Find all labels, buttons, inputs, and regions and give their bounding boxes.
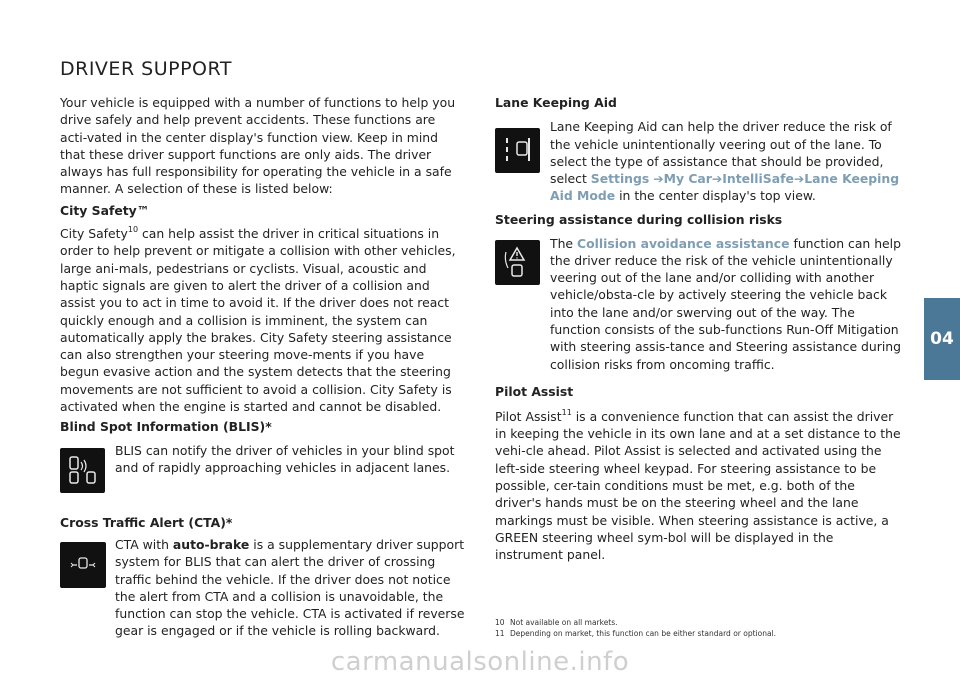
footnote-number: 11 [495,629,505,638]
steering-heading: Steering assistance during collision risks [495,212,783,228]
pilot-assist-text: Pilot Assist [495,408,562,424]
cta-block [60,536,465,640]
watermark: carmanualsonline.info [330,647,630,677]
menu-path-intellisafe[interactable]: IntelliSafe [722,171,794,187]
steering-block [495,235,903,375]
cta-heading: Cross Traffic Alert (CTA)* [60,514,233,530]
arrow-right-icon: ➔ [711,171,723,187]
lka-block [495,118,903,206]
arrow-right-icon: ➔ [653,171,664,187]
footnote-text: Not available on all markets. [510,618,618,627]
lka-text-start: Lane Keeping Aid can help the driver reduce the risk of the vehicle unintentionally veering out of the lane. To select the type of assistance that should be provided, select [550,119,892,187]
city-safety-paragraph [60,225,465,415]
blind-spot-icon [60,448,105,493]
footnote-number: 10 [495,618,505,627]
left-column [60,94,465,640]
blis-text: BLIS can notify the driver of vehicles in your blind spot and of rapidly approaching vehicles in adjacent lanes. [115,442,455,475]
pilot-assist-text-cont: is a convenience function that can assist the driver in keeping the vehicle in its own lane and at a set distance to the vehi-cle ahead. Pilot Assist is selected and activated using the left-side steering wheel keypad. For steering assistance to be possible, cer-tain conditions must be met, e.g. both of the driver's hands must be on the steering wheel and the lane markings must be visible. When steering assistance is active, a GREEN steering wheel sym-bol will be displayed in the instrument panel. [495,408,901,563]
intro-paragraph: Your vehicle is equipped with a number of functions to help you drive safely and help prevent accidents. These functions are acti-vated in the center display's function view. Keep in mind that these driver support functions are only aids. The driver always has full responsibility for operating the vehicle in a safe manner. A selection of these is listed below: [60,95,456,197]
collision-warning-icon [495,240,540,285]
steering-text-start: The [550,235,577,251]
cta-text [115,536,465,640]
page-title: DRIVER SUPPORT [60,58,232,80]
city-safety-text: City Safety [60,226,128,242]
auto-brake-term: auto-brake [172,536,250,552]
footnote-11 [495,628,776,639]
arrow-right-icon: ➔ [793,171,805,187]
lka-heading: Lane Keeping Aid [495,95,617,110]
footnote-ref-10: 10 [127,224,139,234]
blis-block [60,442,465,497]
cross-traffic-alert-icon [60,542,106,588]
footnote-ref-11: 11 [561,407,572,417]
right-column [495,94,903,564]
lane-keeping-icon [495,128,540,173]
footnote-10 [495,617,776,628]
city-safety-heading: City Safety™ [60,202,150,218]
chapter-tab[interactable]: 04 [924,298,960,380]
footnotes [495,617,776,639]
cta-text-start: CTA with [115,536,173,552]
pilot-assist-paragraph [495,408,903,564]
collision-avoidance-assistance-link[interactable]: Collision avoidance assistance [576,235,790,251]
footnote-text: Depending on market, this function can be either standard or optional. [510,629,777,638]
cta-text-rest: is a supplementary driver support system for BLIS that can alert the driver of crossing traffic behind the vehicle. If the driver does not notice the alert from CTA and a collision is unavoidable, the function can stop the vehicle. CTA is activated if reverse gear is engaged or if the vehicle is rolling backward. [115,536,465,639]
steering-text-rest: function can help the driver reduce the risk of the vehicle unintentionally veering out of the lane and/or colliding with another vehicle/obsta-cle by actively steering the vehicle back into the lane and/or swerving out of the way. The function consists of the sub-functions Run-Off Mitigation with steering assis-tance and Steering assistance during collision risks from oncoming traffic. [550,235,901,372]
menu-path-settings[interactable]: Settings [590,171,650,187]
pilot-assist-heading: Pilot Assist [495,383,574,399]
menu-path-my-car[interactable]: My Car [663,171,712,187]
steering-text [550,235,904,373]
lka-text-end: in the center display's top view. [615,188,816,204]
city-safety-text-cont: can help assist the driver in critical situations in order to help prevent or mitigate a collision with other vehicles, large ani-mals, pedestrians or cyclists. Visual, acoustic and haptic signals are given to alert the driver of a collision and assist you to act in time to avoid it. If the driver does not react quickly enough and a collision is imminent, the system can automatically apply the brakes. City Safety steering assistance can also strengthen your steering move-ments if you have begun evasive action and the system detects that the steering movements are not sufficient to avoid a collision. City Safety is activated when the engine is started and cannot be disabled. [60,226,456,415]
menu-path-lane-keeping-aid-mode[interactable]: Lane Keeping Aid Mode [550,171,900,204]
lka-text [550,118,904,204]
blis-heading: Blind Spot Information (BLIS)* [60,419,272,435]
